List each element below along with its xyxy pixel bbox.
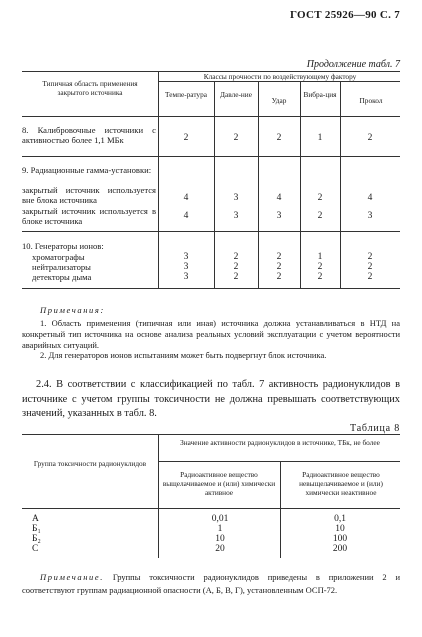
row-10-value: 2 <box>367 262 373 272</box>
table8-group-column <box>32 514 41 554</box>
column-header-classes: Классы прочности по воздействующему фактору <box>203 72 357 81</box>
row-9-sub1-value: 2 <box>317 193 323 203</box>
table-continuation-label: Продолжение табл. 7 <box>306 59 400 70</box>
row-10-value: 2 <box>317 272 323 282</box>
table8-vrule <box>158 434 159 558</box>
table7-vrule <box>158 71 159 288</box>
column-header-vibration: Вибра-ция <box>303 90 337 99</box>
column-header-soluble: Радиоактивное вещество выщелачиваемое и (или) химически активное <box>162 470 276 497</box>
row-9-sub2: закрытый источник используется в блоке источника <box>22 206 156 226</box>
row-9-sub2-value: 3 <box>367 211 373 221</box>
activity-value: 10 <box>335 524 345 534</box>
activity-value: 100 <box>332 534 348 544</box>
row-10-value: 2 <box>367 252 373 262</box>
activity-value: 20 <box>215 544 225 554</box>
table8-top-rule <box>22 434 400 435</box>
row-10-value: 2 <box>367 272 373 282</box>
activity-value: 0,01 <box>211 514 229 524</box>
row-9-sub1-value: 4 <box>183 193 189 203</box>
row-9-sub2-value: 2 <box>317 211 323 221</box>
column-header-impact: Удар <box>271 96 287 105</box>
row-8-value: 2 <box>367 133 373 143</box>
note-2: 2. Для генераторов ионов испытаниям может быть подвергнут блок источника. <box>40 350 327 360</box>
column-header-value: Значение активности радионуклидов в источнике, ТБк, не более <box>180 438 380 447</box>
toxicity-group: Б₁ <box>32 524 41 534</box>
activity-value: 10 <box>215 534 225 544</box>
column-header-temperature: Темпе-ратура <box>165 90 207 99</box>
row-9-sub2-value: 3 <box>276 211 282 221</box>
table7-row8-rule <box>22 156 400 157</box>
table8-note-text: Группы токсичности радионуклидов приведены в приложении 2 и соответствуют группам радиационной опасности (А, Б, В, Г), установленным ОСП-72. <box>22 572 400 595</box>
row-10-value: 2 <box>233 272 239 282</box>
column-header-insoluble: Радиоактивное вещество невыщелачиваемое и (или) химически неактивное <box>299 470 383 497</box>
row-10-value: 2 <box>233 262 239 272</box>
activity-value: 200 <box>332 544 348 554</box>
toxicity-group: C <box>32 544 39 554</box>
table8-vrule <box>280 461 281 558</box>
column-header-puncture: Прокол <box>359 96 383 105</box>
row-10-value: 2 <box>317 262 323 272</box>
row-10-value: 2 <box>276 262 282 272</box>
activity-value: 0,1 <box>334 514 346 524</box>
row-10-value: 3 <box>183 272 189 282</box>
row-9-sub2-value: 4 <box>183 211 189 221</box>
table7-row9-rule <box>22 231 400 232</box>
table7-vrule <box>258 81 259 288</box>
row-10-value: 3 <box>183 262 189 272</box>
table7-header-rule <box>22 116 400 117</box>
row-9-sub1-value: 3 <box>233 193 239 203</box>
row-9-sub1: закрытый источник используется вне блока источника <box>22 185 156 205</box>
table-8-title: Таблица 8 <box>350 423 400 434</box>
table7-vrule <box>300 81 301 288</box>
row-8-value: 2 <box>276 133 282 143</box>
row-8-value: 1 <box>317 133 323 143</box>
row-8-value: 2 <box>233 133 239 143</box>
row-10-value: 2 <box>233 252 239 262</box>
table7-vrule <box>214 81 215 288</box>
row-8-label: 8. Калибровочные источники с активностью более 1,1 МБк <box>22 125 156 145</box>
row-10-value: 2 <box>276 272 282 282</box>
table7-classes-rule <box>158 81 400 82</box>
row-10-value: 2 <box>276 252 282 262</box>
row-10-value: 1 <box>317 252 323 262</box>
note-1: 1. Область применения (типичная или иная) источника должна устанавливаться в НТД на конкретный тип источника на основе анализа реальных условий эксплуатации с учетом вероятности аварийных ситуаций. <box>22 318 400 350</box>
row-10-item-label: хроматографы <box>32 252 85 262</box>
table8-insoluble-column <box>310 514 370 554</box>
activity-value: 1 <box>217 524 223 534</box>
table8-note-label: Примечание. <box>40 572 104 582</box>
row-9-sub2-value: 3 <box>233 211 239 221</box>
row-9-title: 9. Радиационные гамма-установки: <box>22 165 152 175</box>
row-10-item-label: детекторы дыма <box>32 272 92 282</box>
table8-note <box>22 571 400 597</box>
table7-vrule <box>340 81 341 288</box>
column-header-group: Группа токсичности радионуклидов <box>33 459 147 468</box>
row-9-sub1-value: 4 <box>367 193 373 203</box>
row-9-sub1-value: 4 <box>276 193 282 203</box>
table8-header-rule <box>22 508 400 509</box>
notes-title: Примечания: <box>40 305 105 315</box>
column-header-area: Типичная область применения закрытого источника <box>42 79 138 97</box>
paragraph-2-4: 2.4. В соответствии с классификацией по табл. 7 активность радионуклидов в источнике с учетом группы токсичности не должна превышать соответствующих значений, указанных в табл. 8. <box>22 379 400 419</box>
row-10-title: 10. Генераторы ионов: <box>22 241 104 251</box>
row-10-value: 3 <box>183 252 189 262</box>
toxicity-group: Б₂ <box>32 534 41 544</box>
row-8-value: 2 <box>183 133 189 143</box>
table7-bottom-rule <box>22 288 400 289</box>
page-header: ГОСТ 25926—90 С. 7 <box>289 9 400 21</box>
column-header-pressure: Давле-ние <box>220 90 252 99</box>
toxicity-group: A <box>32 514 39 524</box>
row-10-item-label: нейтрализаторы <box>32 262 91 272</box>
table8-mid-rule <box>158 461 400 462</box>
table8-soluble-column <box>190 514 250 554</box>
